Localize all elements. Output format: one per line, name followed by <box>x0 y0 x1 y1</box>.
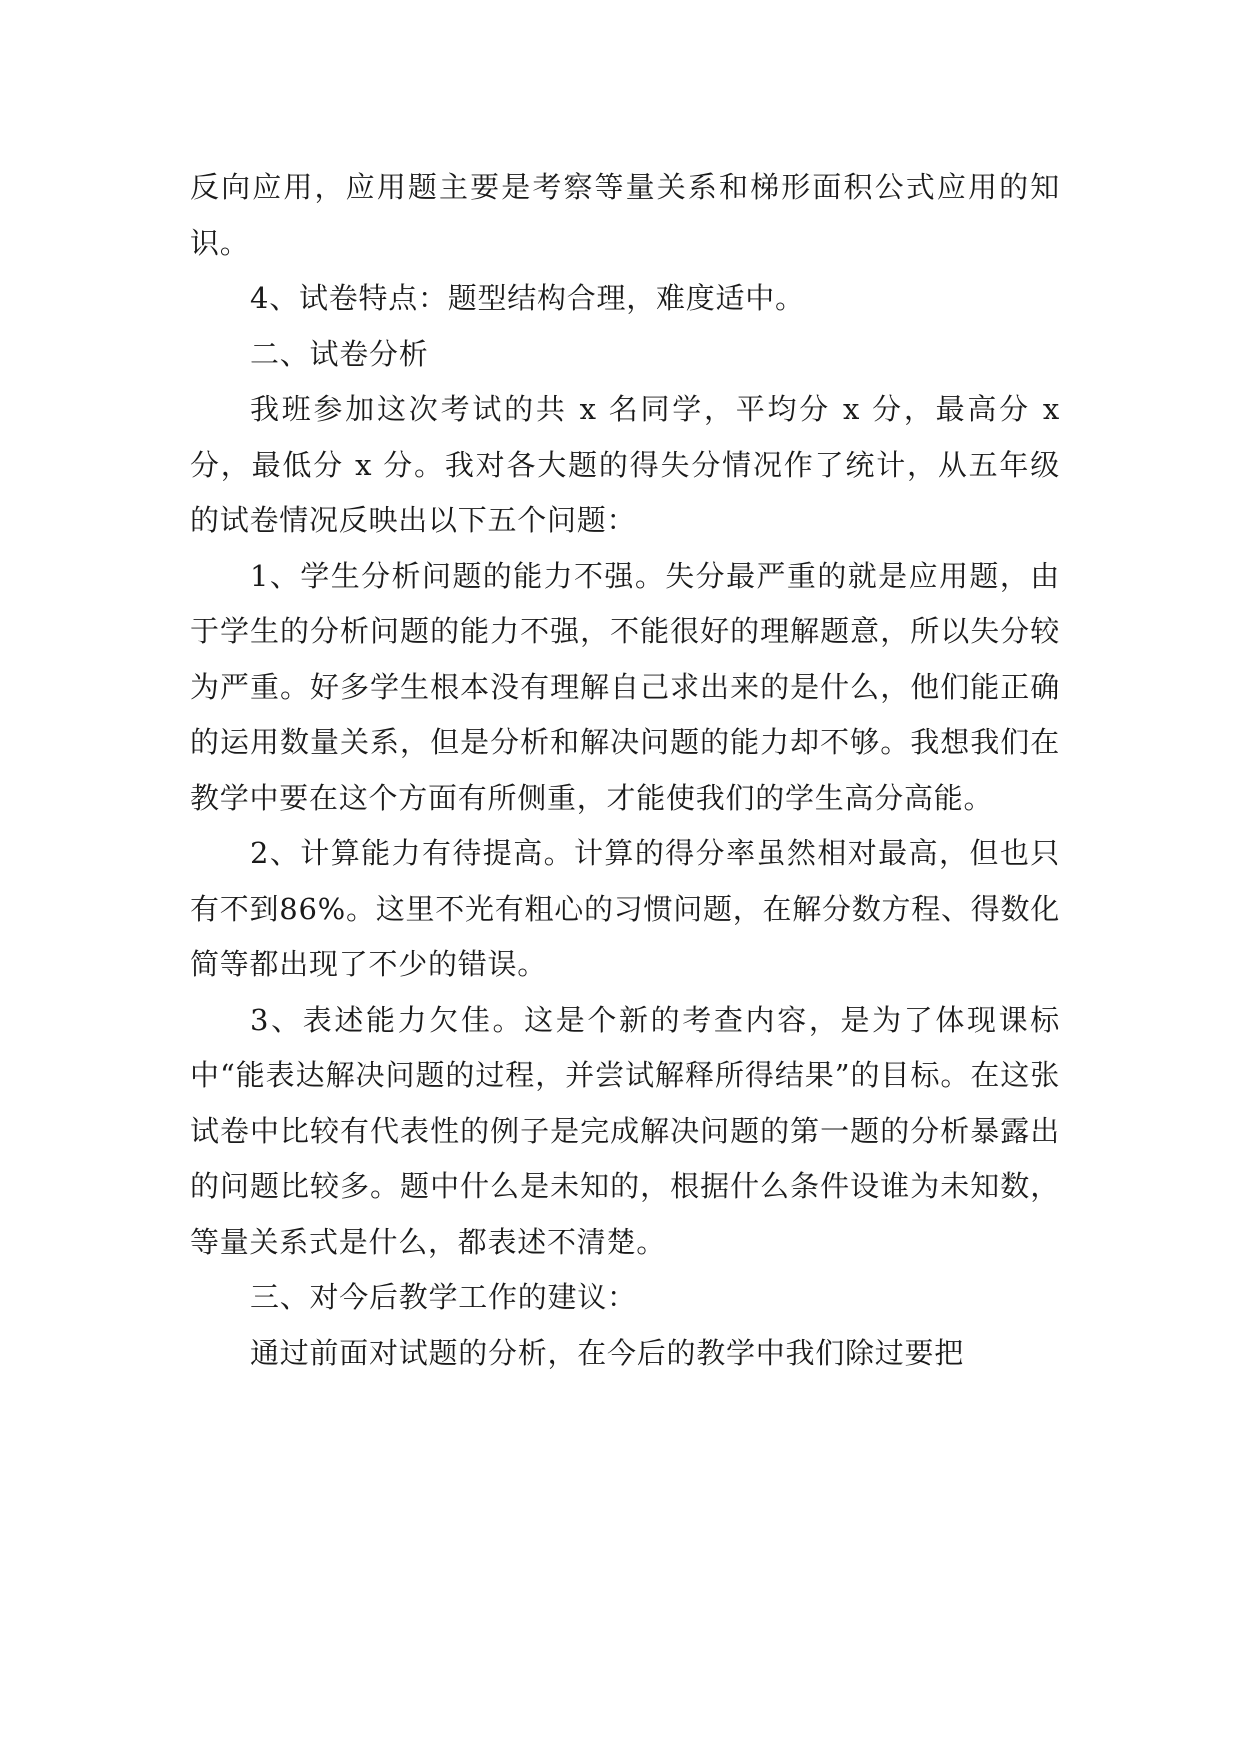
paragraph-exam-features: 4、试卷特点：题型结构合理，难度适中。 <box>250 281 805 315</box>
document-body <box>190 160 1060 1381</box>
paragraph-problem-3: 3、表述能力欠佳。这是个新的考查内容，是为了体现课标中“能表达解决问题的过程，并尝试解释所得结果”的目标。在这张试卷中比较有代表性的例子是完成解决问题的第一题的分析暴露出的问题比较多。题中什么是未知的，根据什么条件设谁为未知数，等量关系式是什么，都表述不清楚。 <box>190 1002 1060 1259</box>
paragraph-problem-2: 2、计算能力有待提高。计算的得分率虽然相对最高，但也只有不到86%。这里不光有粗心的习惯问题，在解分数方程、得数化简等都出现了不少的错误。 <box>190 836 1060 981</box>
paragraph-class-scores: 我班参加这次考试的共 x 名同学，平均分 x 分，最高分 x 分，最低分 x 分。我对各大题的得失分情况作了统计，从五年级的试卷情况反映出以下五个问题： <box>190 392 1060 537</box>
paragraph-suggestions-start: 通过前面对试题的分析，在今后的教学中我们除过要把 <box>250 1335 965 1370</box>
section-heading-exam-analysis: 二、试卷分析 <box>250 336 429 371</box>
paragraph-continuation: 反向应用，应用题主要是考察等量关系和梯形面积公式应用的知识。 <box>190 170 1060 260</box>
paragraph-problem-1: 1、学生分析问题的能力不强。失分最严重的就是应用题，由于学生的分析问题的能力不强，不能很好的理解题意，所以失分较为严重。好多学生根本没有理解自己求出来的是什么，他们能正确的运用数量关系，但是分析和解决问题的能力却不够。我想我们在教学中要在这个方面有所侧重，才能使我们的学生高分高能。 <box>190 558 1060 815</box>
section-heading-suggestions: 三、对今后教学工作的建议： <box>250 1280 637 1314</box>
